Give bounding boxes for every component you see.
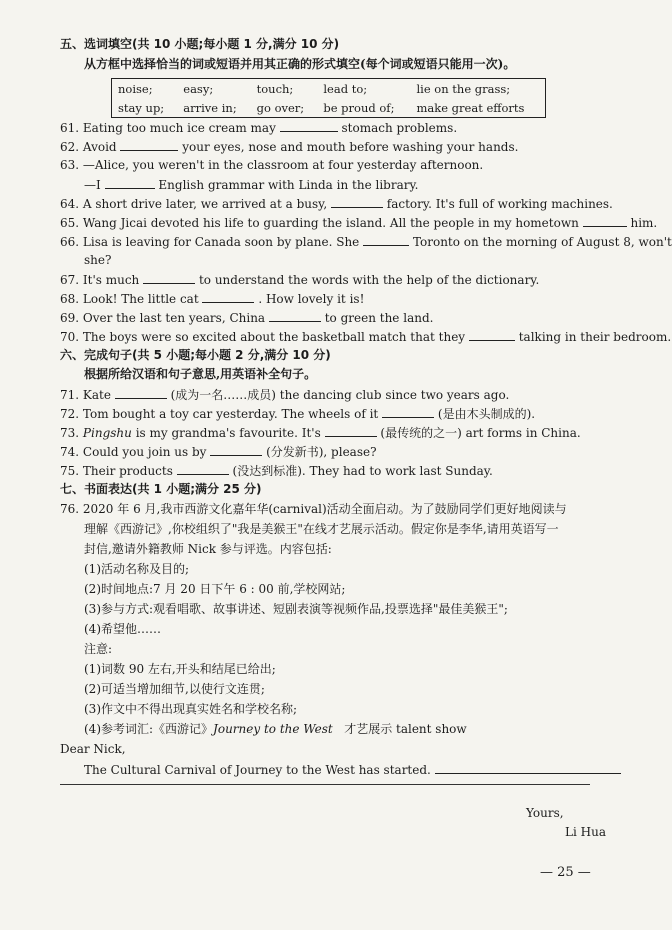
question-61-text: 61. Eating too much ice cream may bbox=[60, 121, 276, 135]
answer-blank-61[interactable] bbox=[280, 119, 338, 132]
question-75 bbox=[60, 462, 493, 479]
question-71-text-end: (成为一名……成员) the dancing club since two years ago. bbox=[170, 388, 510, 402]
essay-note-4-italic: Journey to the West bbox=[213, 722, 333, 736]
question-67-text: 67. It's much bbox=[60, 273, 140, 287]
question-62-text: 62. Avoid bbox=[60, 140, 117, 154]
question-73-number: 73. bbox=[60, 426, 80, 440]
question-63-line1: 63. —Alice, you weren't in the classroom at four yesterday afternoon. bbox=[60, 158, 484, 172]
question-68 bbox=[60, 290, 364, 307]
answer-blank-70[interactable] bbox=[469, 328, 515, 341]
question-64 bbox=[60, 195, 613, 212]
question-75-text-end: (没达到标准). They had to work last Sunday. bbox=[232, 464, 493, 478]
word-bank-item: lead to; bbox=[323, 81, 368, 96]
section-6-instruction: 根据所给汉语和句子意思,用英语补全句子。 bbox=[84, 367, 317, 381]
question-69-text: 69. Over the last ten years, China bbox=[60, 311, 266, 325]
answer-blank-73[interactable] bbox=[325, 424, 377, 437]
answer-blank-74[interactable] bbox=[210, 443, 262, 456]
answer-blank-63[interactable] bbox=[105, 176, 155, 189]
letter-opening-text: The Cultural Carnival of Journey to the West has started. bbox=[84, 763, 431, 777]
essay-note-4-text: (4)参考词汇:《西游记》 bbox=[84, 722, 214, 736]
essay-content-4: (4)希望他…… bbox=[84, 622, 161, 636]
answer-blank-68[interactable] bbox=[202, 290, 254, 303]
question-65 bbox=[60, 214, 657, 231]
answer-blank-62[interactable] bbox=[120, 138, 178, 151]
question-66-continued: she? bbox=[84, 253, 112, 267]
question-68-text-end: . How lovely it is! bbox=[258, 292, 365, 306]
question-74 bbox=[60, 443, 377, 460]
question-73 bbox=[60, 424, 581, 441]
question-69 bbox=[60, 309, 433, 326]
question-70 bbox=[60, 328, 671, 345]
answer-blank-64[interactable] bbox=[331, 195, 383, 208]
question-63-text: —I bbox=[84, 178, 101, 192]
answer-blank-65[interactable] bbox=[583, 214, 627, 227]
word-bank-item: stay up; bbox=[118, 100, 165, 115]
question-70-text: 70. The boys were so excited about the basketball match that they bbox=[60, 330, 466, 344]
question-62 bbox=[60, 138, 518, 155]
essay-note-4 bbox=[84, 721, 467, 737]
word-bank-item: easy; bbox=[183, 81, 214, 96]
letter-opening bbox=[84, 761, 621, 778]
writing-line[interactable] bbox=[60, 784, 590, 785]
question-65-text: 65. Wang Jicai devoted his life to guarding the island. All the people in my hometown bbox=[60, 216, 579, 230]
essay-note-3: (3)作文中不得出现真实姓名和学校名称; bbox=[84, 702, 298, 716]
section-5-instruction: 从方框中选择恰当的词或短语并用其正确的形式填空(每个词或短语只能用一次)。 bbox=[84, 57, 516, 71]
word-bank-row bbox=[112, 79, 546, 99]
letter-writing-line[interactable] bbox=[435, 761, 621, 774]
question-70-text-end: talking in their bedroom. bbox=[518, 330, 672, 344]
question-72-text-end: (是由木头制成的). bbox=[437, 407, 536, 421]
question-67 bbox=[60, 271, 539, 288]
letter-closing: Yours, bbox=[526, 806, 564, 820]
question-72-text: 72. Tom bought a toy car yesterday. The wheels of it bbox=[60, 407, 379, 421]
question-71 bbox=[60, 386, 509, 403]
question-71-text: 71. Kate bbox=[60, 388, 111, 402]
question-73-text-end: (最传统的之一) art forms in China. bbox=[380, 426, 581, 440]
essay-prompt-line1: 76. 2020 年 6 月,我市西游文化嘉年华(carnival)活动全面启动。为了鼓励同学们更好地阅读与 bbox=[60, 502, 567, 516]
question-65-text-end: him. bbox=[630, 216, 658, 230]
answer-blank-72[interactable] bbox=[382, 405, 434, 418]
answer-blank-71[interactable] bbox=[115, 386, 167, 399]
answer-blank-75[interactable] bbox=[177, 462, 229, 475]
question-66-text: 66. Lisa is leaving for Canada soon by plane. She bbox=[60, 235, 360, 249]
answer-blank-67[interactable] bbox=[143, 271, 195, 284]
question-64-text-end: factory. It's full of working machines. bbox=[386, 197, 613, 211]
essay-content-3: (3)参与方式:观看唱歌、故事讲述、短剧表演等视频作品,投票选择"最佳美猴王"; bbox=[84, 602, 508, 616]
question-69-text-end: to green the land. bbox=[324, 311, 434, 325]
question-74-text: 74. Could you join us by bbox=[60, 445, 207, 459]
question-64-text: 64. A short drive later, we arrived at a busy, bbox=[60, 197, 328, 211]
word-bank-item: make great efforts bbox=[416, 100, 525, 115]
question-62-text-end: your eyes, nose and mouth before washing your hands. bbox=[182, 140, 519, 154]
essay-content-2: (2)时间地点:7 月 20 日下午 6 : 00 前,学校网站; bbox=[84, 582, 346, 596]
answer-blank-66[interactable] bbox=[363, 233, 409, 246]
question-67-text-end: to understand the words with the help of the dictionary. bbox=[198, 273, 540, 287]
word-bank-item: be proud of; bbox=[323, 100, 395, 115]
section-6-title: 六、完成句子(共 5 小题;每小题 2 分,满分 10 分) bbox=[60, 348, 331, 362]
page-number: — 25 — bbox=[540, 865, 591, 880]
question-73-italic: Pingshu bbox=[82, 426, 132, 440]
essay-note-2: (2)可适当增加细节,以使行文连贯; bbox=[84, 682, 265, 696]
word-bank-item: go over; bbox=[256, 100, 305, 115]
word-bank-row bbox=[112, 98, 546, 118]
answer-blank-69[interactable] bbox=[269, 309, 321, 322]
question-73-text: is my grandma's favourite. It's bbox=[135, 426, 321, 440]
section-5-title: 五、选词填空(共 10 小题;每小题 1 分,满分 10 分) bbox=[60, 37, 340, 51]
letter-signature: Li Hua bbox=[565, 825, 606, 839]
question-68-text: 68. Look! The little cat bbox=[60, 292, 199, 306]
essay-note-label: 注意: bbox=[84, 642, 113, 656]
question-74-text-end: (分发新书), please? bbox=[266, 445, 377, 459]
question-61-text-end: stomach problems. bbox=[341, 121, 458, 135]
question-63-text-end: English grammar with Linda in the library. bbox=[158, 178, 419, 192]
essay-prompt-line3: 封信,邀请外籍教师 Nick 参与评选。内容包括: bbox=[84, 542, 332, 556]
word-bank-item: noise; bbox=[118, 81, 153, 96]
question-63-line2 bbox=[84, 176, 418, 193]
question-66 bbox=[60, 233, 672, 250]
word-bank-item: touch; bbox=[256, 81, 294, 96]
section-7-title: 七、书面表达(共 1 小题;满分 25 分) bbox=[60, 482, 262, 496]
essay-content-1: (1)活动名称及目的; bbox=[84, 562, 190, 576]
word-bank-item: lie on the grass; bbox=[416, 81, 511, 96]
question-61 bbox=[60, 119, 457, 136]
question-75-text: 75. Their products bbox=[60, 464, 173, 478]
question-72 bbox=[60, 405, 535, 422]
word-bank-box bbox=[111, 78, 546, 118]
letter-greeting: Dear Nick, bbox=[60, 742, 126, 756]
essay-note-4-end: 才艺展示 talent show bbox=[344, 722, 467, 736]
essay-prompt-line2: 理解《西游记》,你校组织了"我是美猴王"在线才艺展示活动。假定你是李华,请用英语写一 bbox=[84, 522, 559, 536]
essay-note-1: (1)词数 90 左右,开头和结尾已给出; bbox=[84, 662, 276, 676]
question-66-text-end: Toronto on the morning of August 8, won't bbox=[412, 235, 672, 249]
word-bank-item: arrive in; bbox=[183, 100, 237, 115]
